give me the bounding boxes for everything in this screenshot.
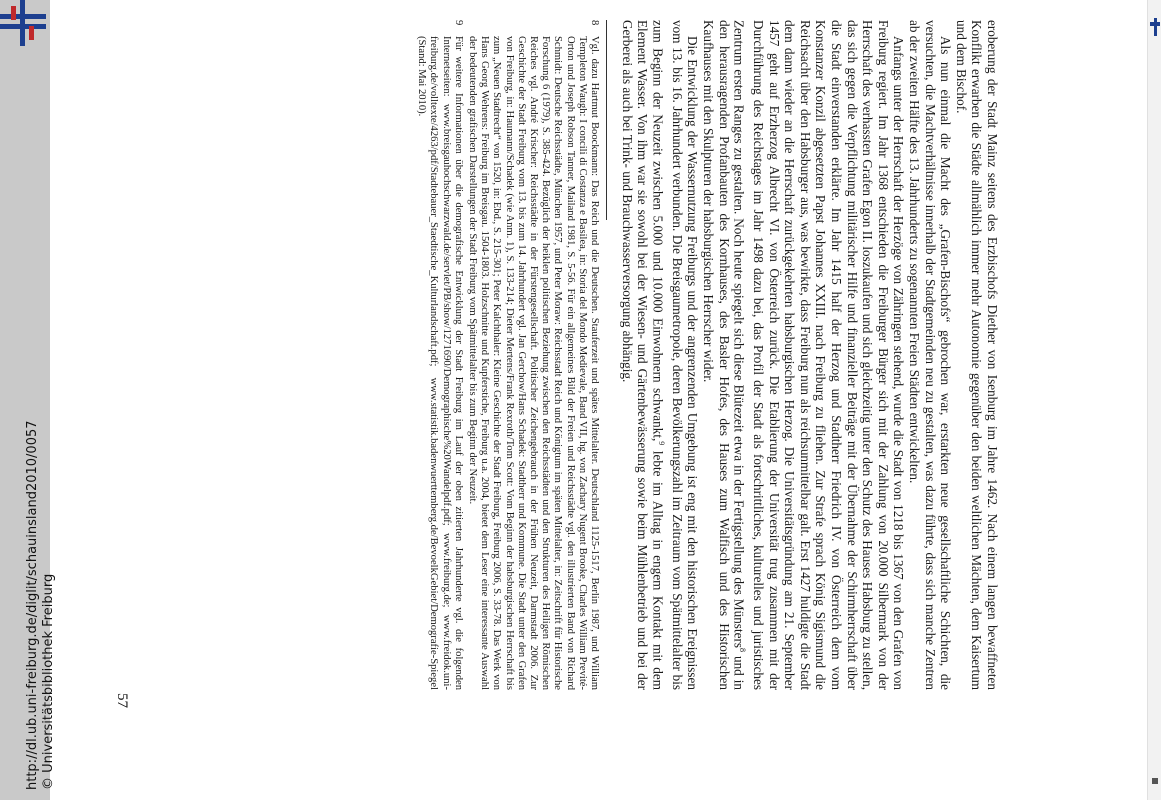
viewer-sidebar — [0, 0, 56, 800]
paragraph-text: Die Entwicklung der Wassernutzung Freiburgs und der angrenzenden Umgebung ist eng mit den historischen Ereignissen vom 13. bis 16. Jahrhundert verbunden. Die Breisgaumetropole, deren Bevölkerungszahl im Zeitraum vom Spätmittelalter bis zum Beginn der Neuzeit zwischen 5.000 und 10.000 Einwohnern schwankt, — [650, 20, 701, 690]
footnote-mark: 8 — [588, 20, 600, 26]
library-logo-icon — [0, 0, 46, 46]
page-number-area — [110, 693, 140, 723]
footnote — [415, 20, 464, 690]
paragraph-text: Anfangs unter der Herrschaft der Herzöge von Zähringen stehend, wurde die Stadt von 1218 bis 1367 von den Grafen von Freiburg regiert. Im Jahr 1368 entschieden die Freiburger Bürger sich mit der Zahlung von 20.000 Silbermark von der Herrschaft des verhassten Grafen Egon II. loszukaufen und sich gleichzeitig unter den Schutz des Hauses Habsburg zu stellen, das sich gegen die Verpflichtung militärischer Hilfe und finanzieller Beiträge mit der Übernahme der Schirmherrschaft über die Stadt einverstanden erklärte. Im Jahr 1415 half der Herzog und Stadtherr Friedrich IV. von Österreich dem vom Konstanzer Konzil abgesetzten Papst Johannes XXIII. nach Freiburg zu fliehen. Zur Strafe sprach König Sigismund die Reichsacht über den Habsburger aus, was bewirkte, dass Freiburg nun als reichsunmittelbar galt. Erst 1427 huldigte die Stadt dem dann wieder an die Herrschaft zurückgekehrten habsburgischen Herzog. Die Universitätsgründung am 21. September 1457 geht auf Erzherzog Albrecht VI. von Österreich zurück. Die Etablierung der Universität trug zusammen mit der Durchführung des Reichstages im Jahr 1498 dazu bei, das Profil der Stadt als fortschrittliches, kulturelles und juristisches Zentrum ersten Ranges zu gestalten. Noch heute spiegelt sich diese Blütezeit etwa in der Fertigstellung des Münsters — [732, 20, 907, 690]
edge-mark-icon — [1152, 778, 1158, 784]
paragraph: Als nun einmal die Macht des „Grafen-Bischofs“ gebrochen war, erstarkten neue gesellschaftliche Schichten, die versuchten, die Machtverhältnisse innerhalb der Stadtgemeinden neu zu gestalten, was dazu führte, dass sich manche Zentren ab der zweiten Hälfte des 13. Jahrhunderts zu sogenannten Freien Städten entwickelten. — [907, 20, 954, 690]
source-url[interactable]: http://dl.ub.uni-freiburg.de/diglit/schauinsland2010/0057 — [25, 420, 40, 790]
footnote-text: Vgl. dazu Hartmut Boockmann: Das Reich und die Deutschen. Stauferzeit und spätes Mittelalter. Deutschland 1125-1517, Berlin 1987, und William Templeton Waugh: I concili di Costanza e Basilea, in: Storia del Mondo Medievale, Band VII, hg. von Zachary Nugent Brooke, Charles William Previté-Orton und Joseph Robson Tanner, Mailand 1981, S. 5-56. Für ein allgemeines Bild der Freien und Reichsstädte vgl. den illustrierten Band von Richard Schmidt: Deutsche Reichsstädte, München 1957, und Peter Moraw: Reichsstadt Reich und Königtum im späten Mittelalter, in: Zeitschrift für Historische Forschung 6 (1979), S. 385-424. Bezüglich der heiklen politischen Beziehung zwischen den Reichsstädten und den Strukturen des Heiligen Römischen Reiches vgl. André Krischer: Reichsstädte in der Fürstengesellschaft. Politischer Zeichengebrauch in der Frühen Neuzeit, Darmstadt 2006. Zur Geschichte der Stadt Freiburg vom 13. bis zum 14. Jahrhundert vgl. Jan Gerchow/Hans Schadek: Stadtherr und Kommune. Die Stadt unter den Grafen von Freiburg, in: Haumann/Schadek (wie Anm. 1), S. 133-214; Dieter Mertens/Frank Rexroth/Tom Scott: Vom Beginn der habsburgischen Herrschaft bis zum „Neuen Stadtrecht“ von 1520, in: Ebd., S. 215-301; Peter Kalchthaler: Kleine Geschichte der Stadt Freiburg, Freiburg 2006, S. 33-78. Das Werk von Hans Georg Wehrens: Freiburg im Breisgau. 1504-1803. Holzschnitte und Kupferstiche, Freiburg u.a. 2004, bietet dem Leser eine interessante Auswahl der bedeutenden grafischen Darstellungen der Stadt Freiburg vom Spätmittelalter bis zum Beginn der Neuzeit. — [466, 36, 600, 690]
footnote-mark: 9 — [452, 20, 464, 26]
paragraph-text-tail: lebte im Alltag in engem Kontakt mit dem Element Wasser. Von ihm war sie sowohl bei der Wiesen- und Gärtenbewässerung sowie beim Mühlenbetrieb und bei der Gerberei als auch bei Trink- und Brauchwasserversorgung abhängig. — [619, 20, 666, 690]
footnote-ref: 8 — [738, 648, 748, 652]
footnote-divider — [606, 20, 607, 220]
paragraph-text-tail: und in den herausragenden Profanbauten des Kornhauses, des Basler Hofes, des Hauses zum Walfisch und des Historischen Kaufhauses mit den Skulpturen der habsburgischen Herrscher wider. — [700, 20, 748, 690]
document-page — [413, 20, 1000, 690]
page-number: 57 — [114, 693, 130, 708]
footnote-text: Für weitere Informationen über die demografische Entwicklung der Stadt Freiburg im Lauf der oben zitierten Jahrhunderte vgl. die folgenden Internetseiten: www.breisgauhochschwarzwald.de/servlet/PB/show/1271690/Demographische%20Wandelpdf.pdf; www.freiburg.de; www.freidok.uni-freiburg.de/volltexte/4263/pdf/Stadtebauer_Staedtische_Kulturlandschaft.pdf; www.statistik.badenwuerttemberg.de/BevoelkGebiet/Demografie-Spiegel (Stand: Mai 2010). — [416, 36, 464, 690]
footnote — [466, 20, 600, 690]
footnote-ref: 9 — [657, 441, 667, 446]
library-logo-fragment-icon — [1150, 18, 1160, 36]
right-edge-strip — [1147, 0, 1161, 800]
source-info — [25, 420, 57, 790]
paragraph — [619, 20, 700, 690]
copyright-text: © Universitätsbibliothek Freiburg — [41, 573, 56, 790]
paragraph — [700, 20, 906, 690]
paragraph: eroberung der Stadt Mainz seitens des Erzbischofs Diether von Isenburg im Jahre 1462. Nach einem langen bewaffneten Konflikt erwarben die Städte allmählich immer mehr Autonomie gegenüber den beiden weltlichen Mächten, dem Kaisertum und dem Bischof. — [953, 20, 1000, 690]
